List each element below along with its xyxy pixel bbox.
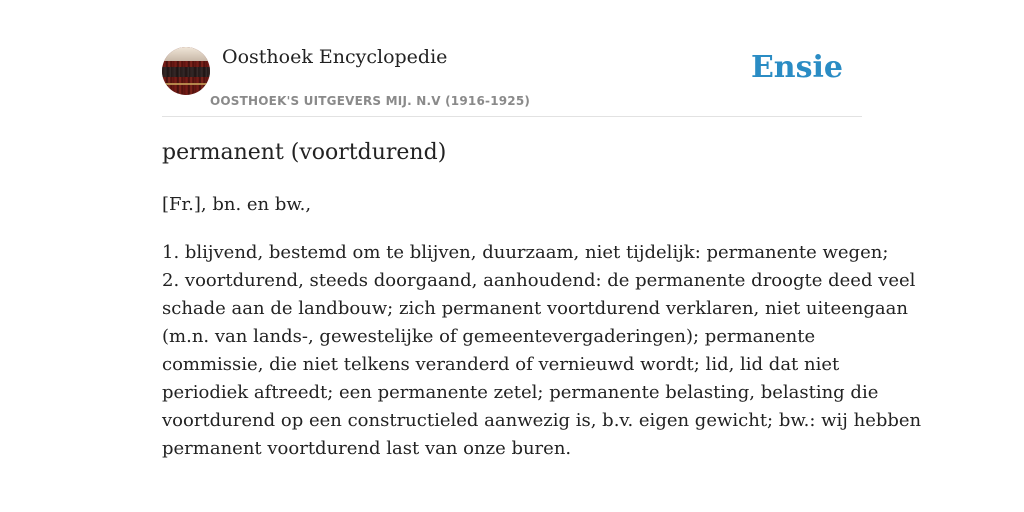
entry-definition	[162, 239, 922, 463]
definition-line: periodiek aftreedt; een permanente zetel; permanente belasting, belasting die	[162, 382, 879, 403]
book-spine-decoration	[162, 83, 210, 85]
definition-line: permanent voortdurend last van onze buren.	[162, 438, 572, 459]
definition-line: (m.n. van lands-, gewestelijke of gemeentevergaderingen); permanente	[162, 326, 816, 347]
definition-line: voortdurend op een constructieled aanwezig is, b.v. eigen gewicht; bw.: wij hebben	[162, 410, 922, 431]
site-title[interactable]: Oosthoek Encyclopedie	[222, 46, 448, 68]
definition-line: commissie, die niet telkens veranderd of vernieuwd wordt; lid, lid dat niet	[162, 354, 840, 375]
ensie-logo-link[interactable]: Ensie	[750, 50, 843, 85]
entry-card	[162, 0, 922, 512]
entry-grammar: [Fr.], bn. en bw.,	[162, 194, 312, 215]
entry-title: permanent (voortdurend)	[162, 140, 447, 165]
definition-line: schade aan de landbouw; zich permanent voortdurend verklaren, niet uiteengaan	[162, 298, 908, 319]
definition-line: 1. blijvend, bestemd om te blijven, duurzaam, niet tijdelijk: permanente wegen;	[162, 242, 889, 263]
encyclopedia-avatar[interactable]	[162, 47, 210, 95]
header	[162, 44, 862, 117]
publisher-label: OOSTHOEK'S UITGEVERS MIJ. N.V (1916-1925)	[210, 94, 531, 108]
definition-line: 2. voortdurend, steeds doorgaand, aanhoudend: de permanente droogte deed veel	[162, 270, 916, 291]
